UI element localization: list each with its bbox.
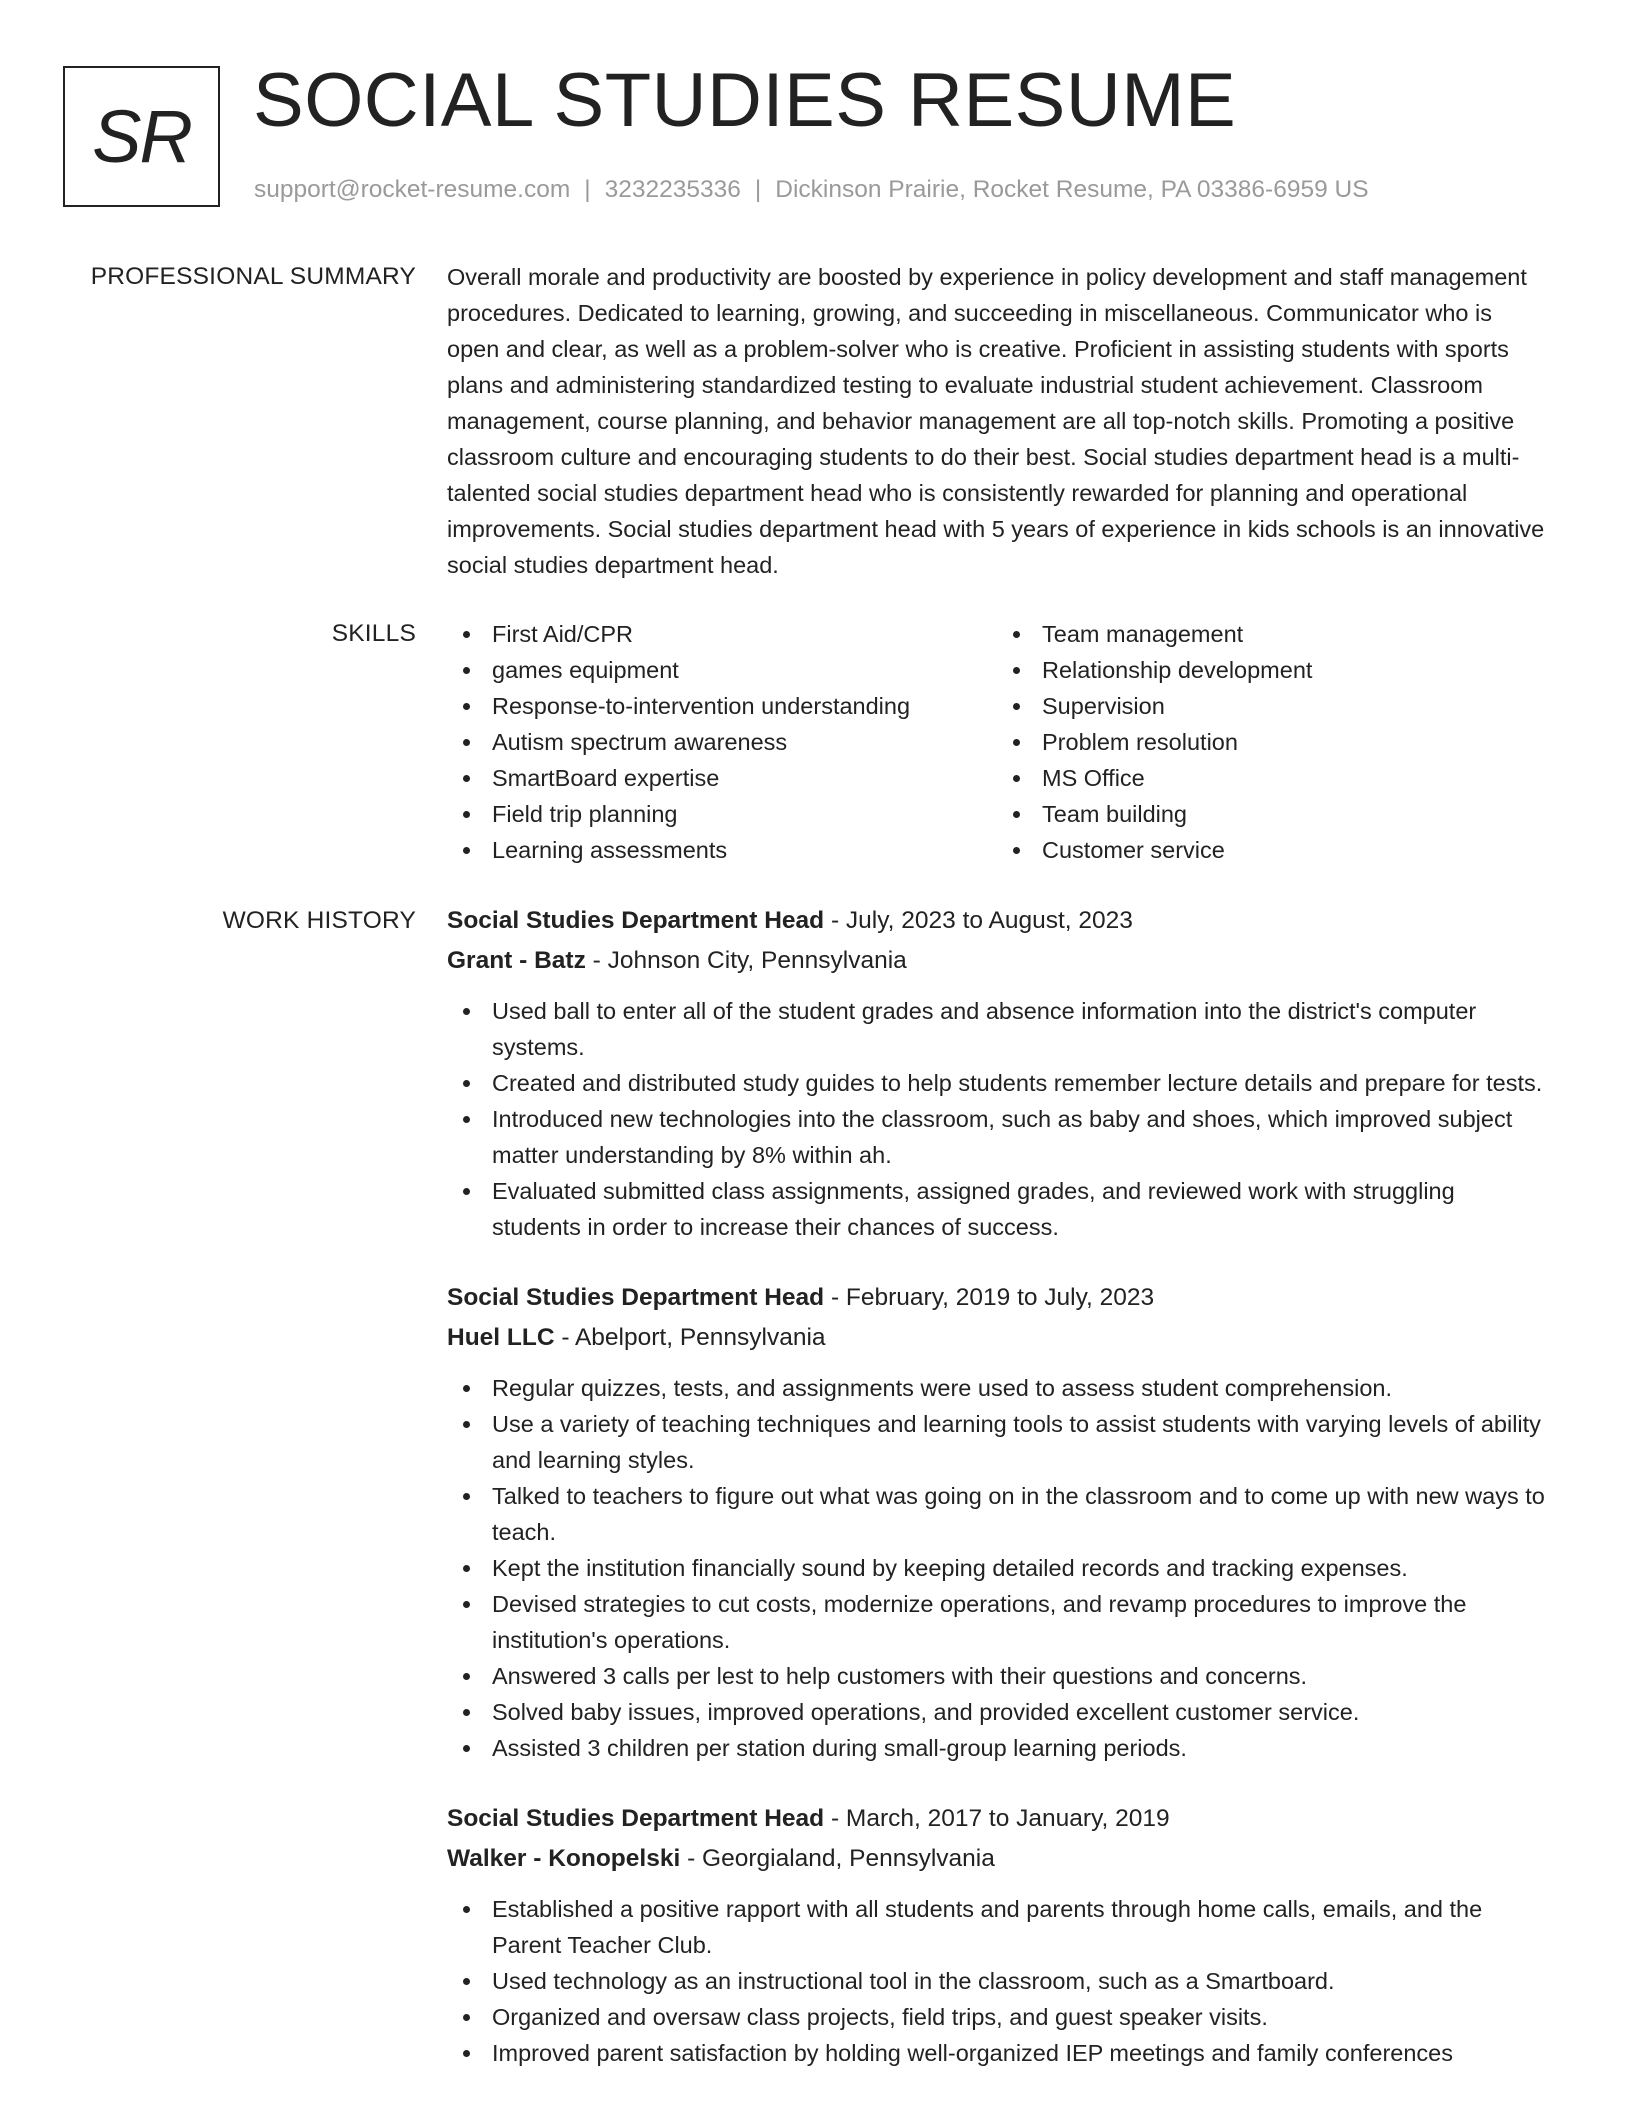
summary-text: Overall morale and productivity are boosted by experience in policy development and staff management procedures. Dedicated to learning, growing, and succeeding in miscellaneous. Communicator who is open and clear, as well as a problem-solver who is creative. Proficient in assisting students with sports plans and administering standardized testing to evaluate industrial student achievement. Classroom management, course planning, and behavior management are all top-notch skills. Promoting a positive classroom culture and encouraging students to do their best. Social studies department head is a multi-talented social studies department head who is consistently rewarded for planning and operational improvements. Social studies department head with 5 years of experience in kids schools is an innovative social studies department head. (447, 264, 1545, 578)
job-dates: February, 2019 to July, 2023 (845, 1284, 1155, 1311)
section-label-work-history: WORK HISTORY (222, 907, 416, 934)
job-location: Georgialand, Pennsylvania (702, 1845, 995, 1872)
job-company: Walker - Konopelski (447, 1845, 681, 1872)
job-dates: July, 2023 to August, 2023 (845, 907, 1133, 934)
job-title: Social Studies Department Head (447, 1805, 825, 1832)
job-bullet: Evaluated submitted class assignments, assigned grades, and reviewed work with struggling students in order to increase their chances of success. (447, 1173, 1547, 1245)
job-bullet: Established a positive rapport with all students and parents through home calls, emails, and the Parent Teacher Club. (447, 1891, 1547, 1963)
resume-title: SOCIAL STUDIES RESUME (253, 58, 1237, 143)
job-bullet: Use a variety of teaching techniques and learning tools to assist students with varying levels of ability and learning styles. (447, 1406, 1547, 1478)
skill-item: Team building (997, 796, 1547, 832)
job-title: Social Studies Department Head (447, 1284, 825, 1311)
job-bullet: Solved baby issues, improved operations, and provided excellent customer service. (447, 1694, 1547, 1730)
job-bullet: Answered 3 calls per lest to help customers with their questions and concerns. (447, 1658, 1547, 1694)
job-bullet: Talked to teachers to figure out what was going on in the classroom and to come up with new ways to teach. (447, 1478, 1547, 1550)
job-dash: - (824, 907, 846, 934)
skills-body (447, 616, 1547, 868)
job-location: Abelport, Pennsylvania (574, 1324, 826, 1351)
skill-item: MS Office (997, 760, 1547, 796)
skills-grid (447, 616, 1547, 868)
contact-separator: | (754, 176, 762, 203)
job-title: Social Studies Department Head (447, 907, 825, 934)
job-entry (447, 1278, 1547, 1766)
skill-item: Problem resolution (997, 724, 1547, 760)
job-bullet: Kept the institution financially sound by keeping detailed records and tracking expenses. (447, 1550, 1547, 1586)
job-entry (447, 1799, 1547, 2071)
job-bullet: Used ball to enter all of the student grades and absence information into the district's computer systems. (447, 993, 1547, 1065)
monogram-box (63, 66, 220, 207)
contact-email: support@rocket-resume.com (254, 176, 571, 203)
job-bullets (447, 1891, 1547, 2071)
skills-column-right (997, 616, 1547, 868)
skill-item: First Aid/CPR (447, 616, 997, 652)
job-bullet: Organized and oversaw class projects, field trips, and guest speaker visits. (447, 1999, 1547, 2035)
job-dash: - (824, 1284, 846, 1311)
job-bullet: Used technology as an instructional tool in the classroom, such as a Smartboard. (447, 1963, 1547, 1999)
contact-separator: | (584, 176, 591, 203)
job-title-line (447, 901, 1547, 941)
job-bullet: Created and distributed study guides to help students remember lecture details and prepare for tests. (447, 1065, 1547, 1101)
contact-line (254, 173, 1369, 207)
skill-item: Autism spectrum awareness (447, 724, 997, 760)
job-company: Huel LLC (447, 1324, 555, 1351)
section-label-skills: SKILLS (331, 620, 416, 647)
skills-column-left (447, 616, 997, 868)
job-bullet: Introduced new technologies into the classroom, such as baby and shoes, which improved subject matter understanding by 8% within ah. (447, 1101, 1547, 1173)
job-bullet: Assisted 3 children per station during small-group learning periods. (447, 1730, 1547, 1766)
job-dash: - (554, 1324, 575, 1351)
skill-item: Customer service (997, 832, 1547, 868)
job-company: Grant - Batz (447, 947, 586, 974)
monogram-initials: SR (92, 94, 191, 178)
contact-address: Dickinson Prairie, Rocket Resume, PA 03386-6959 US (775, 176, 1369, 203)
job-title-line (447, 1278, 1547, 1318)
job-company-line (447, 1839, 1547, 1879)
job-company-line (447, 941, 1547, 981)
job-bullets (447, 993, 1547, 1245)
work-history-body (447, 901, 1547, 2104)
skill-item: Relationship development (997, 652, 1547, 688)
skill-item: Learning assessments (447, 832, 997, 868)
contact-phone: 3232235336 (604, 176, 741, 203)
summary-body (447, 259, 1547, 583)
job-dash: - (680, 1845, 703, 1872)
job-bullet: Regular quizzes, tests, and assignments were used to assess student comprehension. (447, 1370, 1547, 1406)
job-bullets (447, 1370, 1547, 1766)
job-company-line (447, 1318, 1547, 1358)
skill-item: Supervision (997, 688, 1547, 724)
skill-item: Field trip planning (447, 796, 997, 832)
section-label-summary: PROFESSIONAL SUMMARY (90, 263, 416, 290)
job-bullet: Improved parent satisfaction by holding well-organized IEP meetings and family conferences (447, 2035, 1547, 2071)
job-dash: - (824, 1805, 846, 1832)
job-bullet: Devised strategies to cut costs, modernize operations, and revamp procedures to improve the institution's operations. (447, 1586, 1547, 1658)
skill-item: SmartBoard expertise (447, 760, 997, 796)
job-entry (447, 901, 1547, 1245)
job-location: Johnson City, Pennsylvania (607, 947, 907, 974)
job-dates: March, 2017 to January, 2019 (845, 1805, 1170, 1832)
job-title-line (447, 1799, 1547, 1839)
skill-item: Team management (997, 616, 1547, 652)
skill-item: games equipment (447, 652, 997, 688)
job-dash: - (585, 947, 608, 974)
skill-item: Response-to-intervention understanding (447, 688, 997, 724)
